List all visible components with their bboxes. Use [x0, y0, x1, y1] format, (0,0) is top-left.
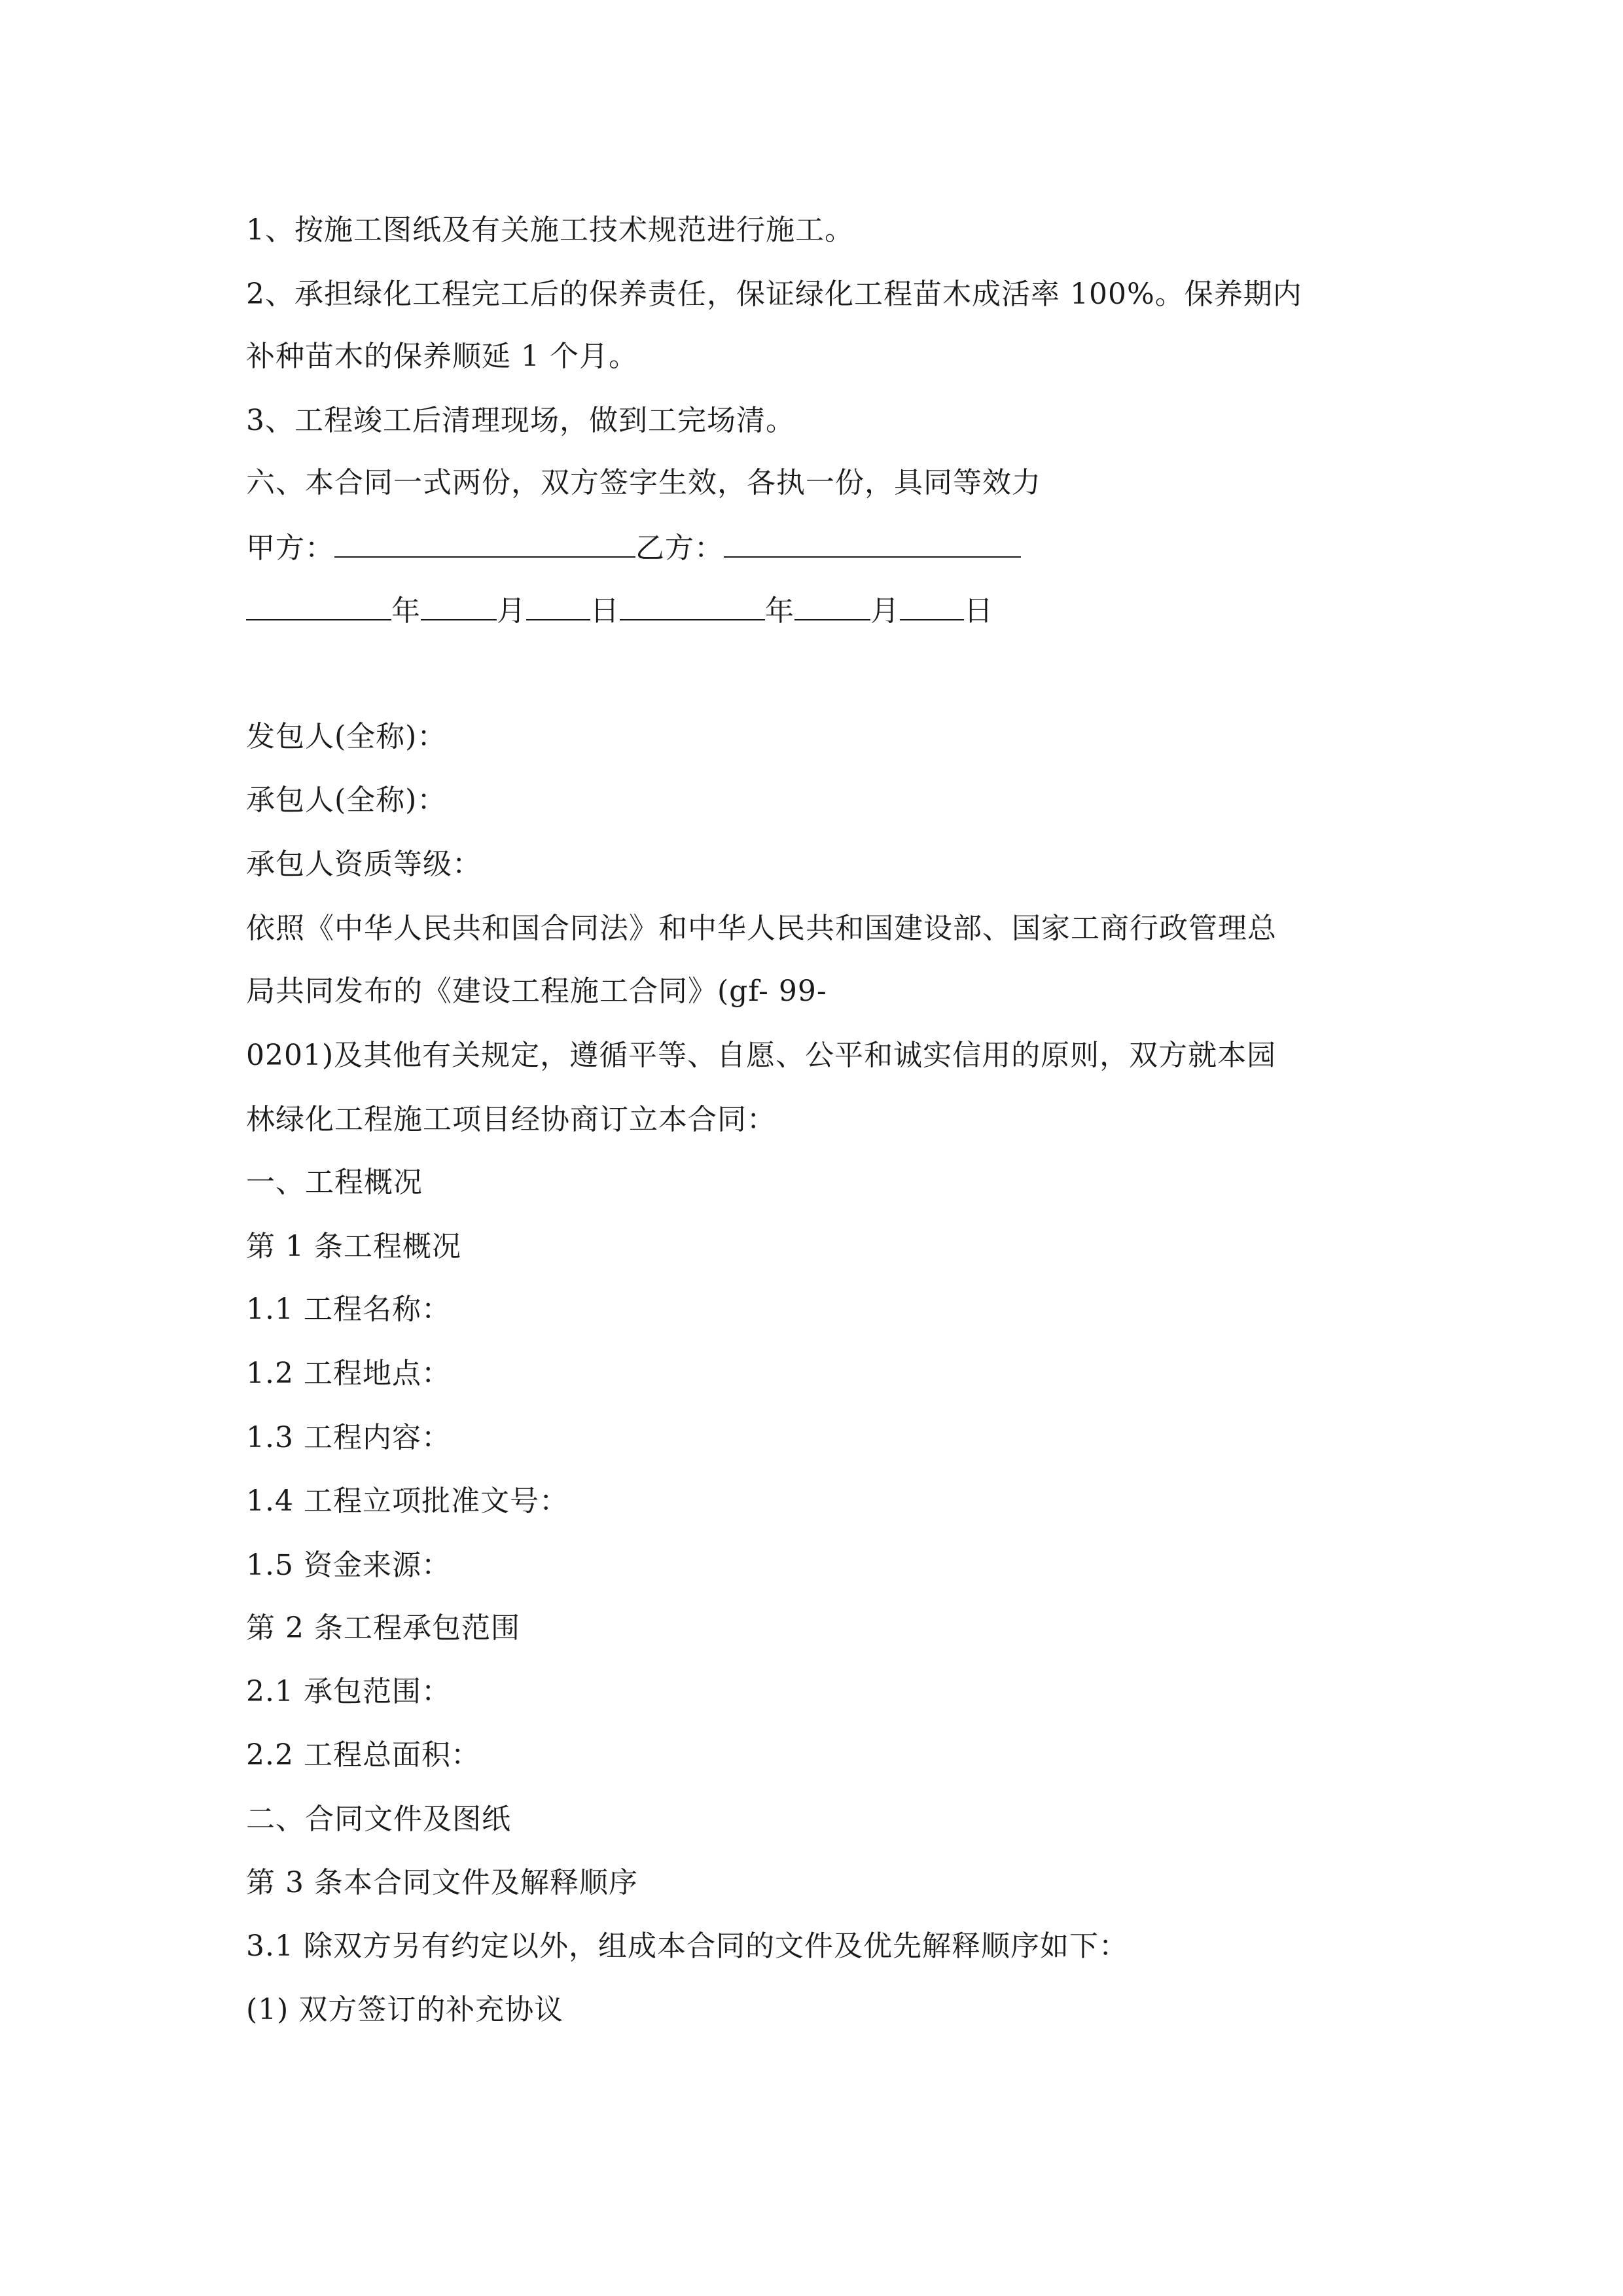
clause-item-2-line2: 补种苗木的保养顺延 1 个月。 [246, 340, 638, 373]
year-blank-b [620, 590, 765, 620]
article-2-title: 第 2 条工程承包范围 [246, 1611, 520, 1645]
party-a-blank [334, 528, 635, 558]
preamble-line-3: 0201)及其他有关规定，遵循平等、自愿、公平和诚实信用的原则，双方就本园 [246, 1039, 1277, 1072]
party-b-label: 乙方： [635, 531, 724, 565]
day-blank-a [526, 590, 590, 620]
clause-item-2-line1: 2、承担绿化工程完工后的保养责任，保证绿化工程苗木成活率 100%。保养期内 [246, 278, 1302, 311]
item-3-1: 3.1 除双方另有约定以外，组成本合同的文件及优先解释顺序如下： [246, 1929, 1128, 1963]
party-a-label: 甲方： [246, 531, 334, 565]
month-blank-b [794, 590, 870, 620]
item-1-5: 1.5 资金来源： [246, 1549, 451, 1582]
month-label-b: 月 [870, 594, 900, 628]
preamble-line-1: 依照《中华人民共和国合同法》和中华人民共和国建设部、国家工商行政管理总 [246, 912, 1277, 945]
preamble-line-4: 林绿化工程施工项目经协商订立本合同： [246, 1103, 776, 1136]
party-b-blank [724, 528, 1021, 558]
day-label-a: 日 [590, 594, 620, 628]
employer-field: 发包人(全称)： [246, 720, 447, 753]
month-label-a: 月 [497, 594, 526, 628]
clause-item-3: 3、工程竣工后清理现场，做到工完场清。 [246, 404, 795, 437]
year-blank-a [246, 590, 391, 620]
item-1-2: 1.2 工程地点： [246, 1357, 451, 1390]
day-label-b: 日 [964, 594, 993, 628]
item-1-3: 1.3 工程内容： [246, 1421, 451, 1454]
signature-parties-row [246, 528, 1021, 568]
item-2-2: 2.2 工程总面积： [246, 1738, 480, 1772]
year-label-b: 年 [765, 594, 794, 628]
clause-item-1: 1、按施工图纸及有关施工技术规范进行施工。 [246, 213, 854, 247]
article-3-title: 第 3 条本合同文件及解释顺序 [246, 1866, 638, 1899]
section-2-title: 二、合同文件及图纸 [246, 1803, 511, 1836]
month-blank-a [421, 590, 497, 620]
item-2-1: 2.1 承包范围： [246, 1675, 451, 1708]
year-label-a: 年 [391, 594, 421, 628]
day-blank-b [900, 590, 964, 620]
item-1-4: 1.4 工程立项批准文号： [246, 1484, 569, 1518]
contractor-field: 承包人(全称)： [246, 783, 447, 817]
article-1-title: 第 1 条工程概况 [246, 1230, 461, 1263]
signature-date-row [246, 590, 993, 631]
clause-item-6: 六、本合同一式两份，双方签字生效，各执一份，具同等效力 [246, 466, 1041, 499]
item-1-1: 1.1 工程名称： [246, 1293, 451, 1326]
item-3-1-1: (1) 双方签订的补充协议 [246, 1993, 564, 2026]
section-1-title: 一、工程概况 [246, 1166, 423, 1199]
preamble-line-2: 局共同发布的《建设工程施工合同》(gf- 99- [246, 975, 827, 1008]
qualification-field: 承包人资质等级： [246, 848, 482, 881]
